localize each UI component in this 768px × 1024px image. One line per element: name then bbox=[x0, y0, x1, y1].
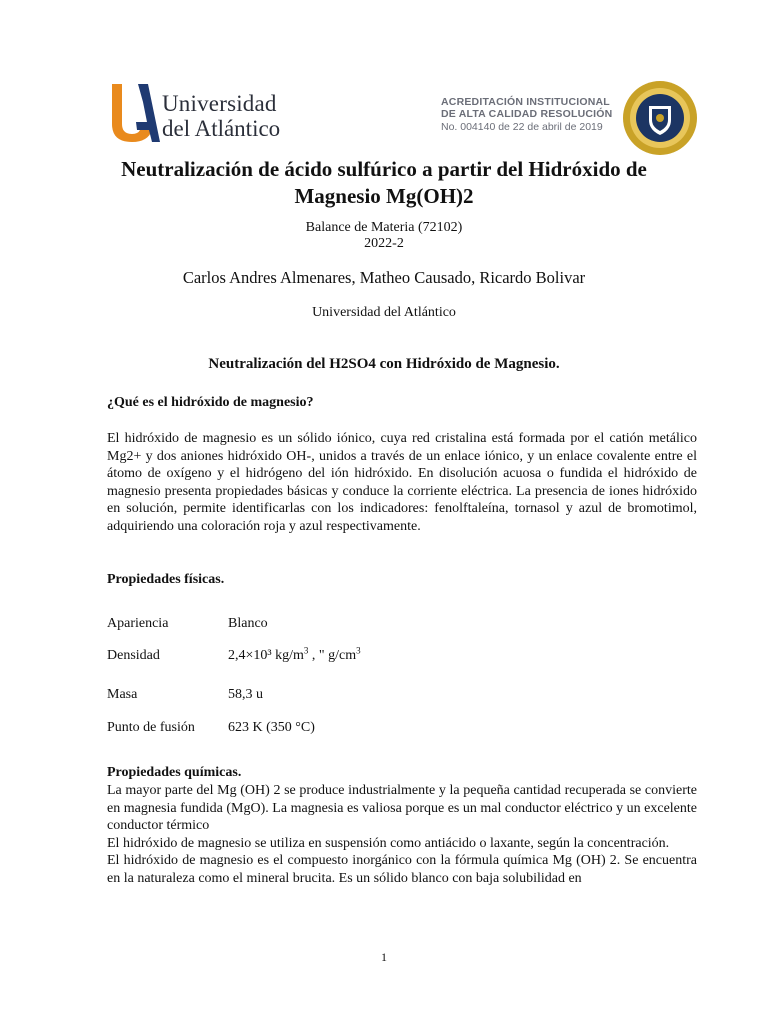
section-heading: Neutralización del H2SO4 con Hidróxido de Magnesio. bbox=[208, 356, 560, 372]
university-logo-mark-icon bbox=[108, 80, 164, 144]
document-title bbox=[100, 156, 668, 210]
chemical-paragraph-3: El hidróxido de magnesio es el compuesto inorgánico con la fórmula química Mg (OH) 2. Se encuentra en la naturaleza como el mineral brucita. Es un sólido blanco con baja solubilidad en bbox=[107, 853, 697, 886]
property-value: 58,3 u bbox=[228, 687, 263, 702]
course-info bbox=[0, 220, 768, 252]
property-value: 2,4×10³ $kg/m^3$ , " $g/cm^3$ bbox=[228, 645, 361, 663]
logo-line-2: del Atlántico bbox=[162, 116, 281, 141]
accreditation-line-3: No. 004140 de 22 de abril de 2019 bbox=[441, 120, 603, 133]
logo-line-1: Universidad bbox=[162, 91, 277, 116]
course-name: Balance de Materia (72102) bbox=[305, 220, 463, 235]
paragraph-intro: El hidróxido de magnesio es un sólido iónico, cuya red cristalina está formada por el catión metálico Mg2+ y dos aniones hidróxido OH-, unidos a través de un enlace iónico, y un enlace covalente entre el átomo de oxígeno y el hidrógeno del ión hidróxido. En disolución acuosa o fundida el hidróxido de magnesio presenta propiedades básicas y conduce la corriente eléctrica. La presencia de iones hidróxido en solución, permite identificarlas con los indicadores: fenolftaleína, tornasol y azul de bromotimol, adquiriendo una coloración roja y azul respectivamente. bbox=[107, 431, 697, 534]
affiliation: Universidad del Atlántico bbox=[312, 305, 456, 320]
page-number: 1 bbox=[381, 950, 387, 964]
accreditation-line-2: DE ALTA CALIDAD RESOLUCIÓN bbox=[441, 108, 613, 121]
accreditation-text bbox=[441, 96, 621, 133]
property-value: 623 K (350 °C) bbox=[228, 720, 315, 735]
property-key: Apariencia bbox=[107, 616, 169, 631]
question-heading: ¿Qué es el hidróxido de magnesio? bbox=[107, 395, 314, 410]
title-line-2: Magnesio Mg(OH)2 bbox=[294, 184, 474, 208]
document-header bbox=[0, 0, 768, 140]
chemical-paragraph-1: La mayor parte del Mg (OH) 2 se produce industrialmente y la pequeña cantidad recuperada se convierte en magnesia fundida (MgO). La magnesia es valiosa porque es un mal conductor eléctrico y un excelente conductor térmico bbox=[107, 783, 697, 834]
physical-properties-heading: Propiedades físicas. bbox=[107, 572, 225, 587]
property-key: Punto de fusión bbox=[107, 720, 195, 735]
property-key: Densidad bbox=[107, 648, 160, 663]
chemical-properties-heading: Propiedades químicas. bbox=[107, 765, 242, 780]
accreditation-line-1: ACREDITACIÓN INSTITUCIONAL bbox=[441, 96, 610, 108]
academic-period: 2022-2 bbox=[364, 236, 404, 251]
chemical-properties-body bbox=[107, 782, 697, 888]
authors: Carlos Andres Almenares, Matheo Causado, Ricardo Bolivar bbox=[182, 268, 586, 287]
accreditation-seal-icon bbox=[622, 80, 698, 156]
property-value: Blanco bbox=[228, 616, 268, 631]
university-logo-text bbox=[162, 92, 280, 140]
university-logo bbox=[108, 80, 308, 144]
chemical-paragraph-2: El hidróxido de magnesio se utiliza en suspensión como antiácido o laxante, según la concentración. bbox=[107, 835, 670, 851]
title-line-1: Neutralización de ácido sulfúrico a partir del Hidróxido de bbox=[121, 157, 647, 181]
property-key: Masa bbox=[107, 687, 138, 702]
